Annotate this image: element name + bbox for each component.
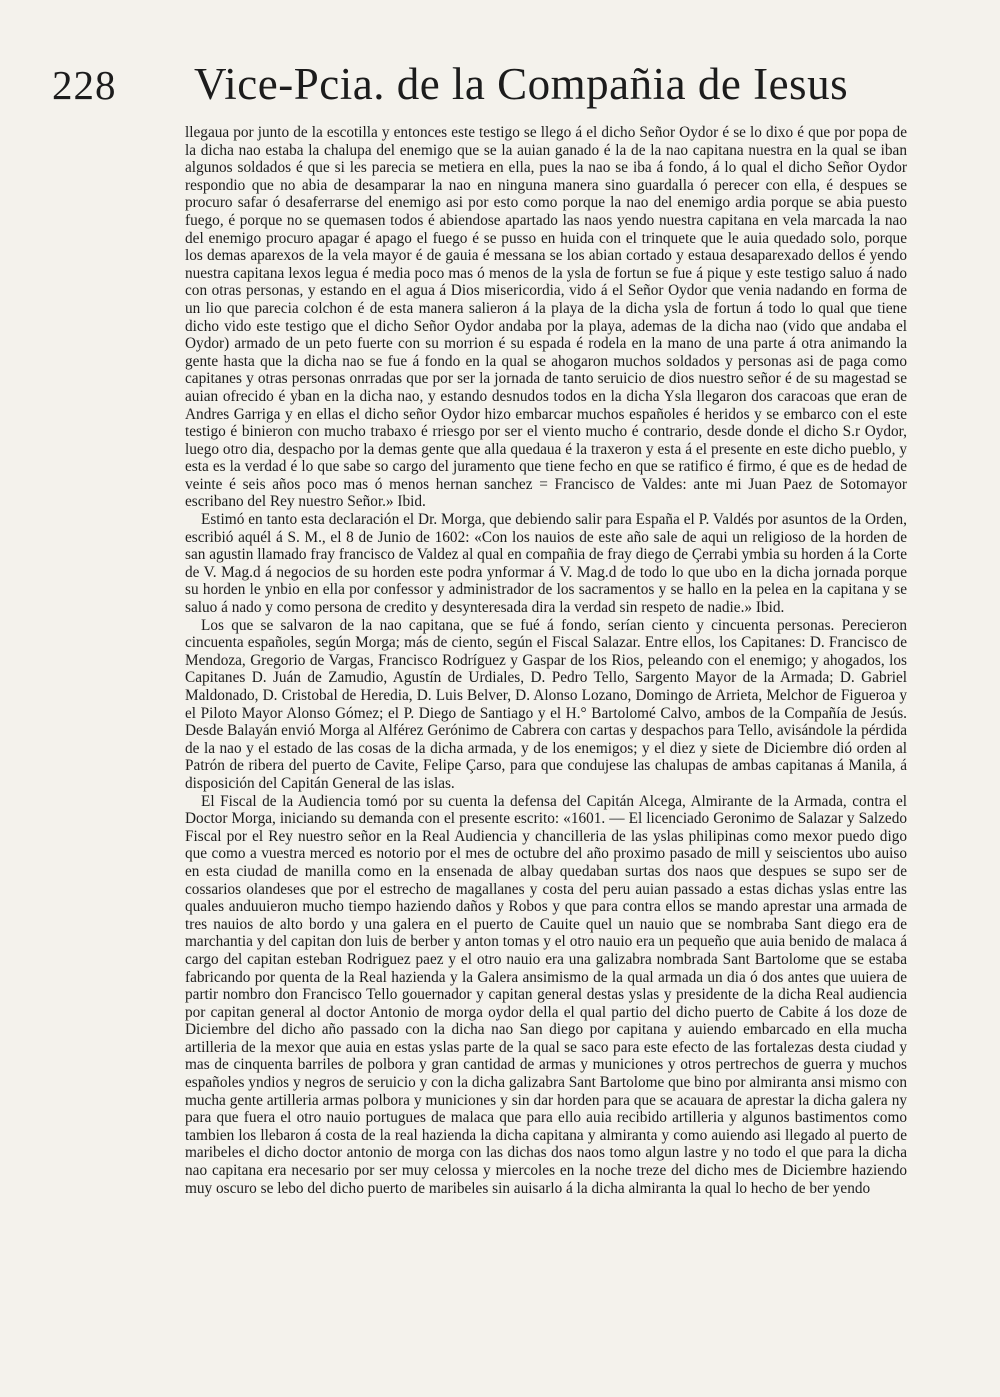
running-title: Vice-Pcia. de la Compañia de Iesus [194,59,849,109]
paragraph-survivors: Los que se salvaron de la nao capitana, que se fué á fondo, serían ciento y cincuenta personas. Perecieron cincuenta españoles, según Morga; más de ciento, según el Fiscal Salazar. Entre ellos, los Capitanes: D. Francisco de Mendoza, Gregorio de Vargas, Francisco Rodríguez y Gaspar de los Rios, peleando con el enemigo; y ahogados, los Capitanes D. Juán de Zamudio, Agustín de Urdiales, D. Pedro Tello, Sargento Mayor de la Armada; D. Gabriel Maldonado, D. Cristobal de Heredia, D. Luis Belver, D. Alonso Lozano, Domingo de Arrieta, Melchor de Figueroa y el Piloto Mayor Alonso Gómez; el P. Diego de Santiago y el H.° Bartolomé Calvo, ambos de la Compañía de Jesús. Desde Balayán envió Morga al Alférez Gerónimo de Cabrera con cartas y despachos para Tello, avisándole la pérdida de la nao y el estado de las cosas de la dicha armada, y de los enemigos; y el diez y siete de Diciembre dió orden al Patrón de ribera del puerto de Cavite, Felipe Çarso, para que condujese las chalupas de ambas capitanas á Manila, á disposición del Capitán General de las islas. [185,616,907,792]
page-number: 228 [52,62,117,108]
paragraph-morga-letter: Estimó en tanto esta declaración el Dr. Morga, que debiendo salir para España el P. Valdés por asuntos de la Orden, escribió aquél á S. M., el 8 de Junio de 1602: «Con los nauios de este año sale de aqui un religioso de la horden de san agustin llamado fray francisco de Valdez al qual en compañia de fray diego de Çerrabi ymbia su horden á la Corte de V. Mag.d á negocios de su horden este podra ynformar á V. Mag.d de todo lo que ubo en la dicha jornada porque su horden le ynbio en ella por confessor y administrador de los sacramentos y se hallo en la pelea en la capitana y se saluo á nado y como persona de credito y desynteresada dira la verdad sin respeto de nadie.» Ibid. [185,511,907,617]
page-header [52,58,912,118]
body-text [185,124,907,1197]
paragraph-testimony-continuation: llegaua por junto de la escotilla y entonces este testigo se llego á el dicho Señor Oydor é se lo dixo é que por popa de la dicha nao estaba la chalupa del enemigo que se la auian ganado é la de la nao capitana nuestra en la qual se iban algunos soldados é que si les parecia se metiera en ella, pues la nao se iba á fondo, á lo qual el dicho Señor Oydor respondio que no abia de desamparar la nao en ninguna manera sino guardalla ó perecer con ella, é despues se procuro safar ó desaferrarse del enemigo asi por esto como porque la nao del enemigo ardia porque se abia puesto fuego, é porque no se quemasen todos é abiendose apartado las naos yendo nuestra capitana en vela marcada la nao del enemigo procuro apagar é apago el fuego é se pusso en huida con el trinquete que le auia quedado solo, porque los demas aparexos de la vela mayor é de gauia é messana se los abian cortado y estaua desaparexado dellos é yendo nuestra capitana lexos legua é media poco mas ó menos de la ysla de fortun se fue á pique y este testigo saluo á nado con otras personas, y estando en el agua á Dios misericordia, vido á el Señor Oydor que venia nadando en forma de un lio que parecia colchon é de esta manera salieron á la playa de la dicha ysla de fortun á todo lo qual que tiene dicho vido este testigo que el dicho Señor Oydor andaba por la playa, ademas de la dicha nao (vido que andaba el Oydor) armado de un peto fuerte con su morrion é su espada é rodela en la mano de una parte á otra animando la gente hasta que la dicha nao se fue á fondo en la qual se ahogaron muchos soldados y personas asi de paga como capitanes y otras personas onrradas que por ser la jornada de tanto seruicio de dios nuestro señor é de su magestad se auian ofrecido é yban en la dicha nao, y estando desnudos todos en la dicha Ysla llegaron dos caracoas que eran de Andres Garriga y en ellas el dicho señor Oydor hizo embarcar muchos españoles é heridos y se embarco con el este testigo é binieron con mucho trabaxo é rriesgo por ser el viento mucho é contrario, desde donde el dicho S.r Oydor, luego otro dia, despacho por la demas gente que alla quedaua é la traxeron y esta á el presente en este dicho pueblo, y esta es la verdad é lo que sabe so cargo del juramento que tiene fecho en que se ratifico é firmo, é que es de hedad de veinte é seis años poco mas ó menos hernan sanchez = Francisco de Valdes: ante mi Juan Paez de Sotomayor escribano del Rey nuestro Señor.» Ibid. [185,124,907,511]
paragraph-fiscal-petition: El Fiscal de la Audiencia tomó por su cuenta la defensa del Capitán Alcega, Almirante de la Armada, contra el Doctor Morga, iniciando su demanda con el presente escrito: «1601. — El licenciado Geronimo de Salazar y Salzedo Fiscal por el Rey nuestro señor en la Real Audiencia y chancilleria de las yslas philipinas como mexor puedo digo que como a vuestra merced es notorio por el mes de octubre del año proximo pasado de mill y seiscientos ubo auiso en esta ciudad de manilla como en la ensenada de albay quedaban surtas dos naos que despues se supo ser de cossarios olandeses que por el estrecho de magallanes y costa del peru auian passado a estas dichas yslas entre las quales anduuieron mucho tiempo haziendo daños y Robos y que para contra ellos se mando aprestar una armada de tres nauios de alto bordo y una galera en el puerto de Cauite quel un nauio que se nombraba Sant diego era de marchantia y del capitan don luis de berber y anton tomas y el otro nauio era un pequeño que auia benido de malaca á cargo del capitan esteban Rodriguez paez y el otro nauio era una galizabra nombrada Sant Bartolome que se estaba fabricando por quenta de la Real hazienda y la Galera ansimismo de la qual armada un dia ó dos antes que uuiera de partir nombro don Francisco Tello gouernador y capitan general destas yslas y presidente de la dicha Real audiencia por capitan general al doctor Antonio de morga oydor della el qual partio del dicho puerto de Cabite á los doze de Diciembre del dicho año passado con la dicha nao San diego por capitana y auiendo embarcado en ella mucha artilleria de la mexor que auia en estas yslas parte de la qual se saco para este efecto de las fortalezas desta ciudad y mas de cinquenta barriles de polbora y gran cantidad de armas y municiones y otros pertrechos de guerra y muchos españoles yndios y negros de seruicio y con la dicha galizabra Sant Bartolome que bino por almiranta ansi mismo con mucha gente artilleria armas polbora y municiones y sin dar horden para que se acauara de aprestar la dicha galera ny para que fuera el otro nauio portugues de malaca que para ello auia recibido artilleria y algunos bastimentos como tambien los llebaron á costa de la real hazienda la dicha capitana y almiranta y como auiendo asi llegado al puerto de maribeles el dicho doctor antonio de morga con las dichas dos naos tomo algun lastre y no todo el que para la dicha nao capitana era necesario por ser muy celossa y miercoles en la noche treze del dicho mes de Diciembre haziendo muy oscuro se lebo del dicho puerto de maribeles sin auisarlo á la dicha almiranta la qual lo hecho de ber yendo [185,792,907,1197]
